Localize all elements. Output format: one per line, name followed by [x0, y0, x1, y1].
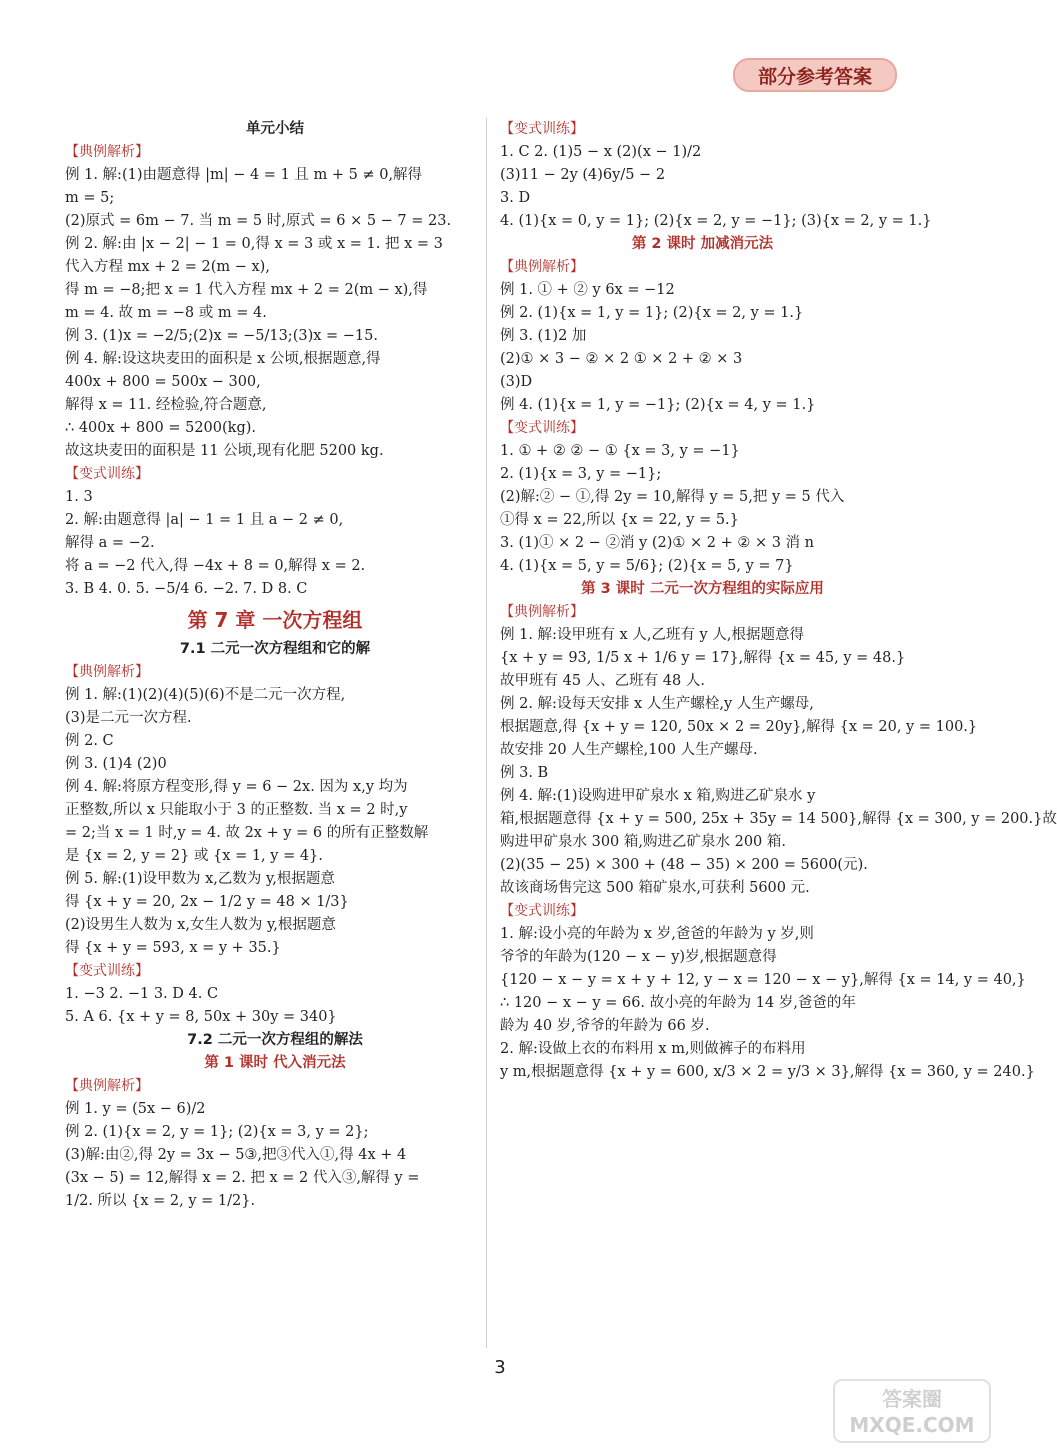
answer-line: 4. (1){x = 0, y = 1}; (2){x = 2, y = −1}; (3){x = 2, y = 1.} [500, 213, 932, 229]
answer-line: 1. −3 2. −1 3. D 4. C [65, 986, 219, 1002]
answer-line: 故甲班有 45 人、乙班有 48 人. [500, 673, 705, 689]
answer-line: m = 5; [65, 190, 115, 206]
section-heading: 【变式训练】 [500, 420, 584, 436]
watermark-line1: 答案圈 [882, 1387, 942, 1411]
answer-line: 例 3. B [500, 765, 549, 781]
answer-line: 得 m = −8;把 x = 1 代入方程 mx + 2 = 2(m − x),得 [65, 282, 428, 298]
heading: 第 3 课时 二元一次方程组的实际应用 [581, 581, 824, 597]
answer-line: 得 {x + y = 593, x = y + 35.} [65, 940, 281, 956]
answer-line: 1. C 2. (1)5 − x (2)(x − 1)/2 [500, 144, 702, 160]
answer-line: 正整数,所以 x 只能取小于 3 的正整数. 当 x = 2 时,y [65, 802, 408, 818]
section-heading: 【变式训练】 [500, 121, 584, 137]
answer-line: 例 4. 解:(1)设购进甲矿泉水 x 箱,购进乙矿泉水 y [500, 788, 816, 804]
answer-line: (2)(35 − 25) × 300 + (48 − 35) × 200 = 5600(元). [500, 857, 868, 873]
heading: 第 2 课时 加减消元法 [631, 236, 774, 252]
heading: 单元小结 [246, 121, 304, 137]
answer-line: 根据题意,得 {x + y = 120, 50x × 2 = 20y},解得 {x = 20, y = 100.} [500, 719, 978, 735]
answer-line: 2. 解:设做上衣的布料用 x m,则做裤子的布料用 [500, 1041, 806, 1057]
answer-line: 例 1. y = (5x − 6)/2 [65, 1101, 206, 1117]
section-heading: 【变式训练】 [65, 963, 149, 979]
answer-line: 3. D [500, 190, 531, 206]
answer-line: 5. A 6. {x + y = 8, 50x + 30y = 340} [65, 1009, 337, 1025]
answer-line: 例 4. 解:将原方程变形,得 y = 6 − 2x. 因为 x,y 均为 [65, 779, 408, 795]
answer-line: 例 4. 解:设这块麦田的面积是 x 公顷,根据题意,得 [65, 351, 381, 367]
section-heading: 【典例解析】 [500, 604, 584, 620]
watermark-line2: MXQE.COM [849, 1413, 975, 1437]
answer-line: 例 4. (1){x = 1, y = −1}; (2){x = 4, y = 1.} [500, 397, 816, 413]
answer-line: 例 1. 解:(1)由题意得 |m| − 4 = 1 且 m + 5 ≠ 0,解得 [65, 167, 423, 183]
answer-line: {x + y = 93, 1/5 x + 1/6 y = 17},解得 {x = 45, y = 48.} [500, 650, 906, 666]
answer-line: (3)11 − 2y (4)6y/5 − 2 [500, 167, 666, 183]
heading: 第 7 章 一次方程组 [187, 608, 363, 632]
answer-line: ①得 x = 22,所以 {x = 22, y = 5.} [500, 512, 739, 528]
answer-line: 4. (1){x = 5, y = 5/6}; (2){x = 5, y = 7} [500, 558, 794, 574]
answer-line: 例 2. (1){x = 2, y = 1}; (2){x = 3, y = 2}; [65, 1124, 369, 1140]
answer-line: {120 − x − y = x + y + 12, y − x = 120 − x − y},解得 {x = 14, y = 40,} [500, 972, 1026, 988]
answer-line: 例 2. (1){x = 1, y = 1}; (2){x = 2, y = 1.} [500, 305, 804, 321]
answer-line: (2)设男生人数为 x,女生人数为 y,根据题意 [65, 917, 336, 933]
watermark-logo [832, 1378, 992, 1444]
answer-line: 例 2. C [65, 733, 114, 749]
heading: 7.1 二元一次方程组和它的解 [179, 641, 371, 657]
answer-line: 400x + 800 = 500x − 300, [65, 374, 261, 390]
answer-line: 故这块麦田的面积是 11 公顷,现有化肥 5200 kg. [65, 443, 384, 459]
answer-line: (2)原式 = 6m − 7. 当 m = 5 时,原式 = 6 × 5 − 7 = 23. [65, 213, 452, 229]
answer-line: ∴ 120 − x − y = 66. 故小亮的年龄为 14 岁,爸爸的年 [500, 995, 856, 1011]
answer-line: 得 {x + y = 20, 2x − 1/2 y = 48 × 1/3} [65, 894, 349, 910]
answer-line: 1. ① + ② ② − ① {x = 3, y = −1} [500, 443, 740, 459]
answer-line: 2. 解:由题意得 |a| − 1 = 1 且 a − 2 ≠ 0, [65, 512, 344, 528]
answer-line: 3. (1)① × 2 − ②消 y (2)① × 2 + ② × 3 消 n [500, 535, 815, 551]
answer-line: 例 3. (1)4 (2)0 [65, 756, 167, 772]
answer-line: 将 a = −2 代入,得 −4x + 8 = 0,解得 x = 2. [65, 558, 366, 574]
section-heading: 【典例解析】 [500, 259, 584, 275]
answer-line: (3)D [500, 374, 533, 390]
answer-line: 龄为 40 岁,爷爷的年龄为 66 岁. [500, 1018, 710, 1034]
right-column [500, 118, 1057, 1084]
answer-line: 例 1. 解:设甲班有 x 人,乙班有 y 人,根据题意得 [500, 627, 804, 643]
answer-line: 3. B 4. 0. 5. −5/4 6. −2. 7. D 8. C [65, 581, 308, 597]
section-badge: 部分参考答案 [733, 58, 897, 92]
section-heading: 【变式训练】 [500, 903, 584, 919]
answer-line: (3)是二元一次方程. [65, 710, 192, 726]
answer-line: 是 {x = 2, y = 2} 或 {x = 1, y = 4}. [65, 848, 323, 864]
answer-line: (3)解:由②,得 2y = 3x − 5③,把③代入①,得 4x + 4 [65, 1147, 407, 1163]
answer-line: 解得 a = −2. [65, 535, 155, 551]
answer-line: = 2;当 x = 1 时,y = 4. 故 2x + y = 6 的所有正整数解 [65, 825, 429, 841]
answer-line: 例 2. 解:设每天安排 x 人生产螺栓,y 人生产螺母, [500, 696, 814, 712]
answer-line: 购进甲矿泉水 300 箱,购进乙矿泉水 200 箱. [500, 834, 787, 850]
answer-line: 爷爷的年龄为(120 − x − y)岁,根据题意得 [500, 949, 777, 965]
answer-line: 1/2. 所以 {x = 2, y = 1/2}. [65, 1193, 256, 1209]
answer-line: 例 2. 解:由 |x − 2| − 1 = 0,得 x = 3 或 x = 1. 把 x = 3 [65, 236, 443, 252]
answer-line: y m,根据题意得 {x + y = 600, x/3 × 2 = y/3 × 3},解得 {x = 360, y = 240.} [500, 1064, 1035, 1080]
answer-line: 故该商场售完这 500 箱矿泉水,可获利 5600 元. [500, 880, 810, 896]
answer-line: 代入方程 mx + 2 = 2(m − x), [65, 259, 270, 275]
answer-line: 故安排 20 人生产螺栓,100 人生产螺母. [500, 742, 758, 758]
heading: 7.2 二元一次方程组的解法 [187, 1032, 363, 1048]
section-heading: 【变式训练】 [65, 466, 149, 482]
answer-line: (2)① × 3 − ② × 2 ① × 2 + ② × 3 [500, 351, 743, 367]
answer-line: (2)解:② − ①,得 2y = 10,解得 y = 5,把 y = 5 代入 [500, 489, 845, 505]
answer-line: 1. 3 [65, 489, 93, 505]
answer-line: 例 1. ① + ② y 6x = −12 [500, 282, 675, 298]
answer-line: 箱,根据题意得 {x + y = 500, 25x + 35y = 14 500},解得 {x = 300, y = 200.}故 [500, 811, 1057, 827]
answer-line: 1. 解:设小亮的年龄为 x 岁,爸爸的年龄为 y 岁,则 [500, 926, 814, 942]
answer-line: 2. (1){x = 3, y = −1}; [500, 466, 662, 482]
heading: 第 1 课时 代入消元法 [204, 1055, 346, 1071]
answer-line: 例 1. 解:(1)(2)(4)(5)(6)不是二元一次方程, [65, 687, 346, 703]
section-heading: 【典例解析】 [65, 144, 149, 160]
answer-line: (3x − 5) = 12,解得 x = 2. 把 x = 2 代入③,解得 y = [65, 1170, 420, 1186]
left-column [65, 118, 485, 1213]
answer-line: 例 5. 解:(1)设甲数为 x,乙数为 y,根据题意 [65, 871, 335, 887]
answer-line: ∴ 400x + 800 = 5200(kg). [65, 420, 256, 436]
column-divider [486, 118, 487, 1348]
answer-line: 例 3. (1)2 加 [500, 328, 587, 344]
answer-line: 解得 x = 11. 经检验,符合题意, [65, 397, 267, 413]
section-heading: 【典例解析】 [65, 1078, 149, 1094]
page-number: 3 [494, 1357, 506, 1378]
answer-line: 例 3. (1)x = −2/5;(2)x = −5/13;(3)x = −15. [65, 328, 378, 344]
section-heading: 【典例解析】 [65, 664, 149, 680]
answer-line: m = 4. 故 m = −8 或 m = 4. [65, 305, 267, 321]
